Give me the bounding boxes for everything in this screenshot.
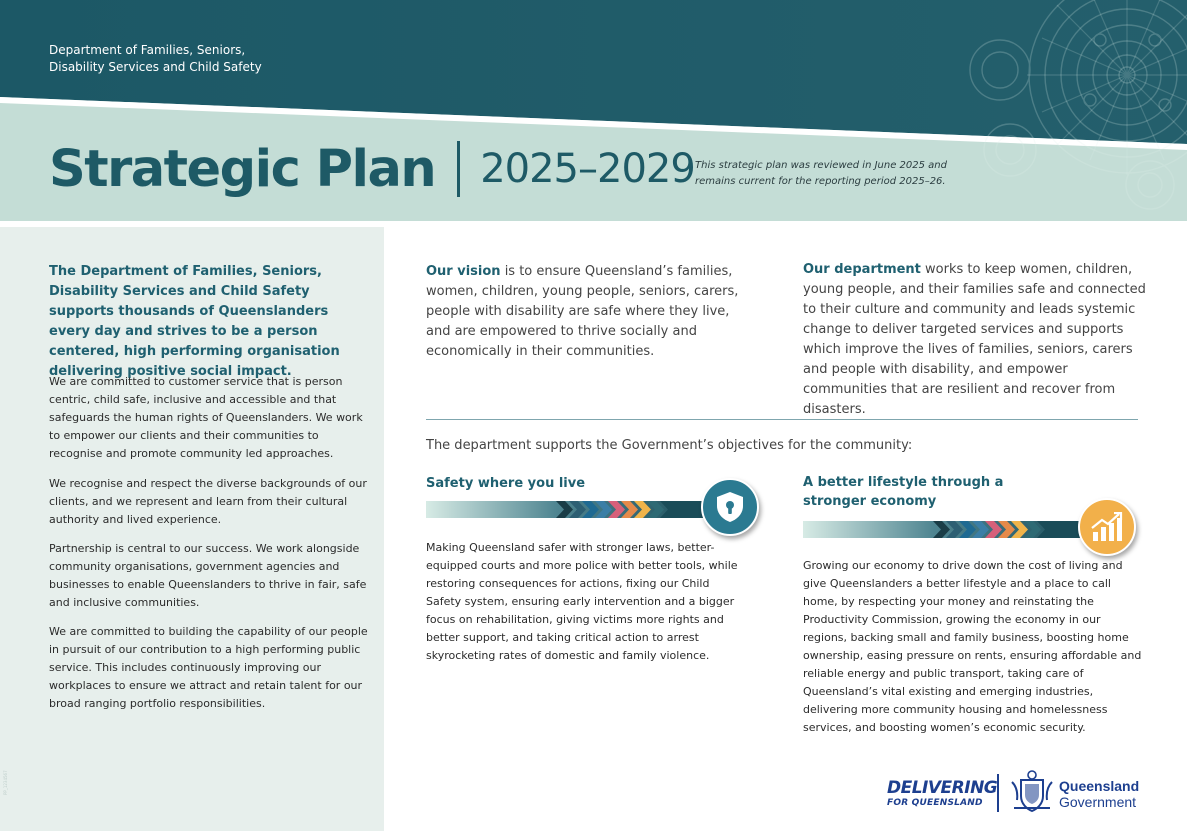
left-intro-statement: The Department of Families, Seniors, Disability Services and Child Safety supports thousands of Queenslanders every day and strives to be a person centered, high performing organisation delivering positive social impact. xyxy=(49,264,340,379)
objectives-intro: The department supports the Government’s objectives for the community: xyxy=(426,438,913,453)
growth-chart-icon-glyph xyxy=(1090,512,1124,542)
growth-chart-icon xyxy=(1078,498,1136,556)
queensland-government-logo xyxy=(1059,778,1139,810)
left-paragraph-capability: We are committed to building the capability of our people in pursuit of our contribution to a high performing public service. This includes continuously improving our workplaces to ensure we attract and retain talent for our broad ranging portfolio responsibilities. xyxy=(49,625,368,710)
shield-lock-icon xyxy=(701,478,759,536)
delivering-text: DELIVERING xyxy=(887,778,998,798)
government-text: Government xyxy=(1059,794,1137,810)
logo-divider xyxy=(997,774,999,812)
left-paragraph-diversity: We recognise and respect the diverse backgrounds of our clients, and we represent and learn from their cultural authority and lived experience. xyxy=(49,477,367,526)
delivering-for-queensland-logo xyxy=(887,778,998,809)
vision-lead: Our vision xyxy=(426,264,501,279)
objective-safety-body: Making Queensland safer with stronger laws, better-equipped courts and more police with better tools, while restoring consequences for actions, fixing our Child Safety system, ensuring early intervention and a bigger focus on rehabilitation, giving victims more rights and better support, and taking critical action to arrest skyrocketing rates of domestic and family violence. xyxy=(426,541,738,662)
shield-lock-icon-glyph xyxy=(715,491,745,523)
objective-lifestyle-arrow-bar xyxy=(803,521,1093,538)
title-years: 2025–2029 xyxy=(480,146,695,192)
department-text: works to keep women, children, young people, and their families safe and connected to their culture and community and leads systemic change to deliver targeted services and supports which improve the lives of families, seniors, carers and people with disability, and empower communities that are resilient and recover from disasters. xyxy=(803,262,1146,417)
left-paragraph-customer: We are committed to customer service that is person centric, child safe, inclusive and accessible and that safeguards the human rights of Queenslanders. We work to empower our clients and their communities to recognise and promote community led approaches. xyxy=(49,375,363,460)
department-name-line1: Department of Families, Seniors, xyxy=(49,43,246,57)
objective-safety-arrow-bar xyxy=(426,501,716,518)
title-divider xyxy=(457,141,460,197)
for-queensland-text: FOR QUEENSLAND xyxy=(887,798,983,808)
queensland-crest-icon xyxy=(1009,768,1055,814)
objective-lifestyle-title-line1: A better lifestyle through a xyxy=(803,475,1004,490)
objective-lifestyle-title-line2: stronger economy xyxy=(803,494,937,509)
page-title xyxy=(49,134,695,204)
left-paragraph-partnership: Partnership is central to our success. We work alongside community organisations, government agencies and businesses to enable Queenslanders to thrive in fair, safe and inclusive communities. xyxy=(49,542,367,609)
title-text: Strategic Plan xyxy=(49,139,436,199)
vision-text: is to ensure Queensland’s families, women, children, young people, seniors, carers, people with disability are safe where they live, and are empowered to thrive socially and economically in their communities. xyxy=(426,264,739,359)
department-name-line2: Disability Services and Child Safety xyxy=(49,60,262,74)
review-note-line2: remains current for the reporting period 2025–26. xyxy=(695,176,946,187)
objective-lifestyle-body: Growing our economy to drive down the cost of living and give Queenslanders a better lifestyle and a place to call home, by respecting your money and reinstating the Productivity Commission, growing the economy in our regions, backing small and family business, boosting home ownership, easing pressure on rents, ensuring affordable and reliable energy and public transport, taking care of Queensland’s vital existing and emerging industries, delivering more community housing and homelessness services, and boosting women’s economic security. xyxy=(803,559,1142,734)
section-divider xyxy=(426,419,1138,420)
vision-statement xyxy=(426,262,756,362)
department-lead: Our department xyxy=(803,262,921,277)
review-note-line1: This strategic plan was reviewed in June 2025 and xyxy=(695,160,947,171)
document-code: PP_1234567 xyxy=(3,770,8,795)
department-name xyxy=(49,42,309,76)
department-statement xyxy=(803,260,1148,420)
queensland-text: Queensland xyxy=(1059,778,1140,794)
objective-lifestyle-title xyxy=(803,473,1003,511)
review-note xyxy=(695,158,955,190)
objective-safety-title: Safety where you live xyxy=(426,476,586,491)
header-banner xyxy=(0,0,1187,221)
